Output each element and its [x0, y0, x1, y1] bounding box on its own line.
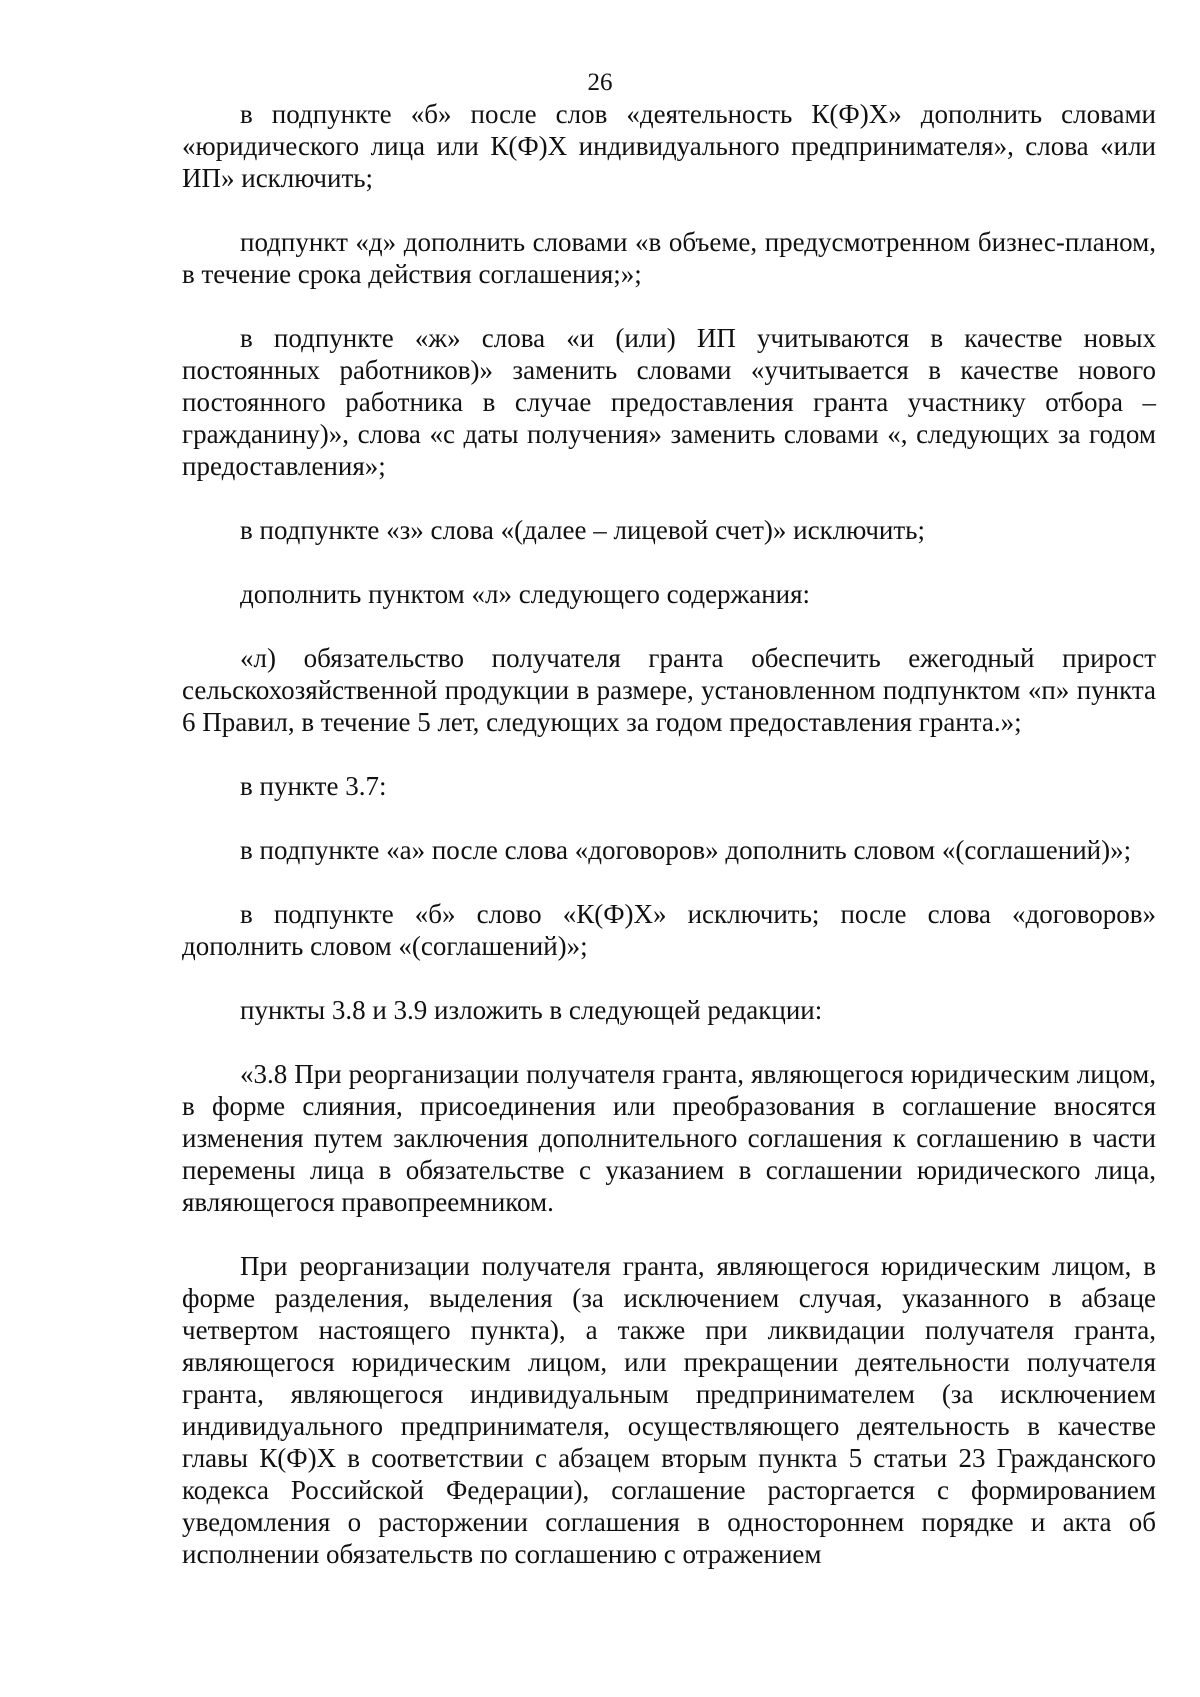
paragraph-11: «3.8 При реорганизации получателя гранта, являющегося юридическим лицом, в форме слияния, присоединения или преобразования в соглашение вносятся изменения путем заключения дополнительного соглашения к соглашению в части перемены лица в обязательстве с указанием в соглашении юридического лица, являющегося правопреемником. — [182, 1059, 1156, 1217]
paragraph-10: пункты 3.8 и 3.9 изложить в следующей редакции: — [240, 995, 823, 1025]
page-number: 26 — [587, 69, 613, 96]
paragraph-3: в подпункте «ж» слова «и (или) ИП учитываются в качестве новых постоянных работников)» заменить словами «учитывается в качестве нового постоянного работника в случае предоставления гранта участнику отбора – гражданину)», слова «с даты получения» заменить словами «, следующих за годом предоставления»; — [182, 323, 1156, 481]
paragraph-12: При реорганизации получателя гранта, являющегося юридическим лицом, в форме разделения, выделения (за исключением случая, указанного в абзаце четвертом настоящего пункта), а также при ликвидации получателя гранта, являющегося юридическим лицом, или прекращении деятельности получателя гранта, являющегося индивидуальным предпринимателем (за исключением индивидуального предпринимателя, осуществляющего деятельность в качестве главы К(Ф)Х в соответствии с абзацем вторым пункта 5 статьи 23 Гражданского кодекса Российской Федерации), соглашение расторгается с формированием уведомления о расторжении соглашения в одностороннем порядке и акта об исполнении обязательств по соглашению с отражением — [182, 1251, 1156, 1569]
document-body — [182, 98, 1156, 1602]
paragraph-6: «л) обязательство получателя гранта обеспечить ежегодный прирост сельскохозяйственной продукции в размере, установленном подпунктом «п» пункта 6 Правил, в течение 5 лет, следующих за годом предоставления гранта.»; — [182, 643, 1156, 737]
paragraph-7: в пункте 3.7: — [240, 771, 387, 801]
paragraph-9: в подпункте «б» слово «К(Ф)Х» исключить; после слова «договоров» дополнить словом «(соглашений)»; — [182, 899, 1156, 961]
paragraph-4: в подпункте «з» слова «(далее – лицевой счет)» исключить; — [240, 515, 925, 545]
paragraph-8: в подпункте «а» после слова «договоров» дополнить словом «(соглашений)»; — [240, 835, 1132, 865]
paragraph-2: подпункт «д» дополнить словами «в объеме, предусмотренном бизнес-планом, в течение срока действия соглашения;»; — [182, 227, 1156, 289]
paragraph-5: дополнить пунктом «л» следующего содержания: — [240, 579, 811, 609]
paragraph-1: в подпункте «б» после слов «деятельность К(Ф)Х» дополнить словами «юридического лица или К(Ф)Х индивидуального предпринимателя», слова «или ИП» исключить; — [182, 99, 1156, 193]
